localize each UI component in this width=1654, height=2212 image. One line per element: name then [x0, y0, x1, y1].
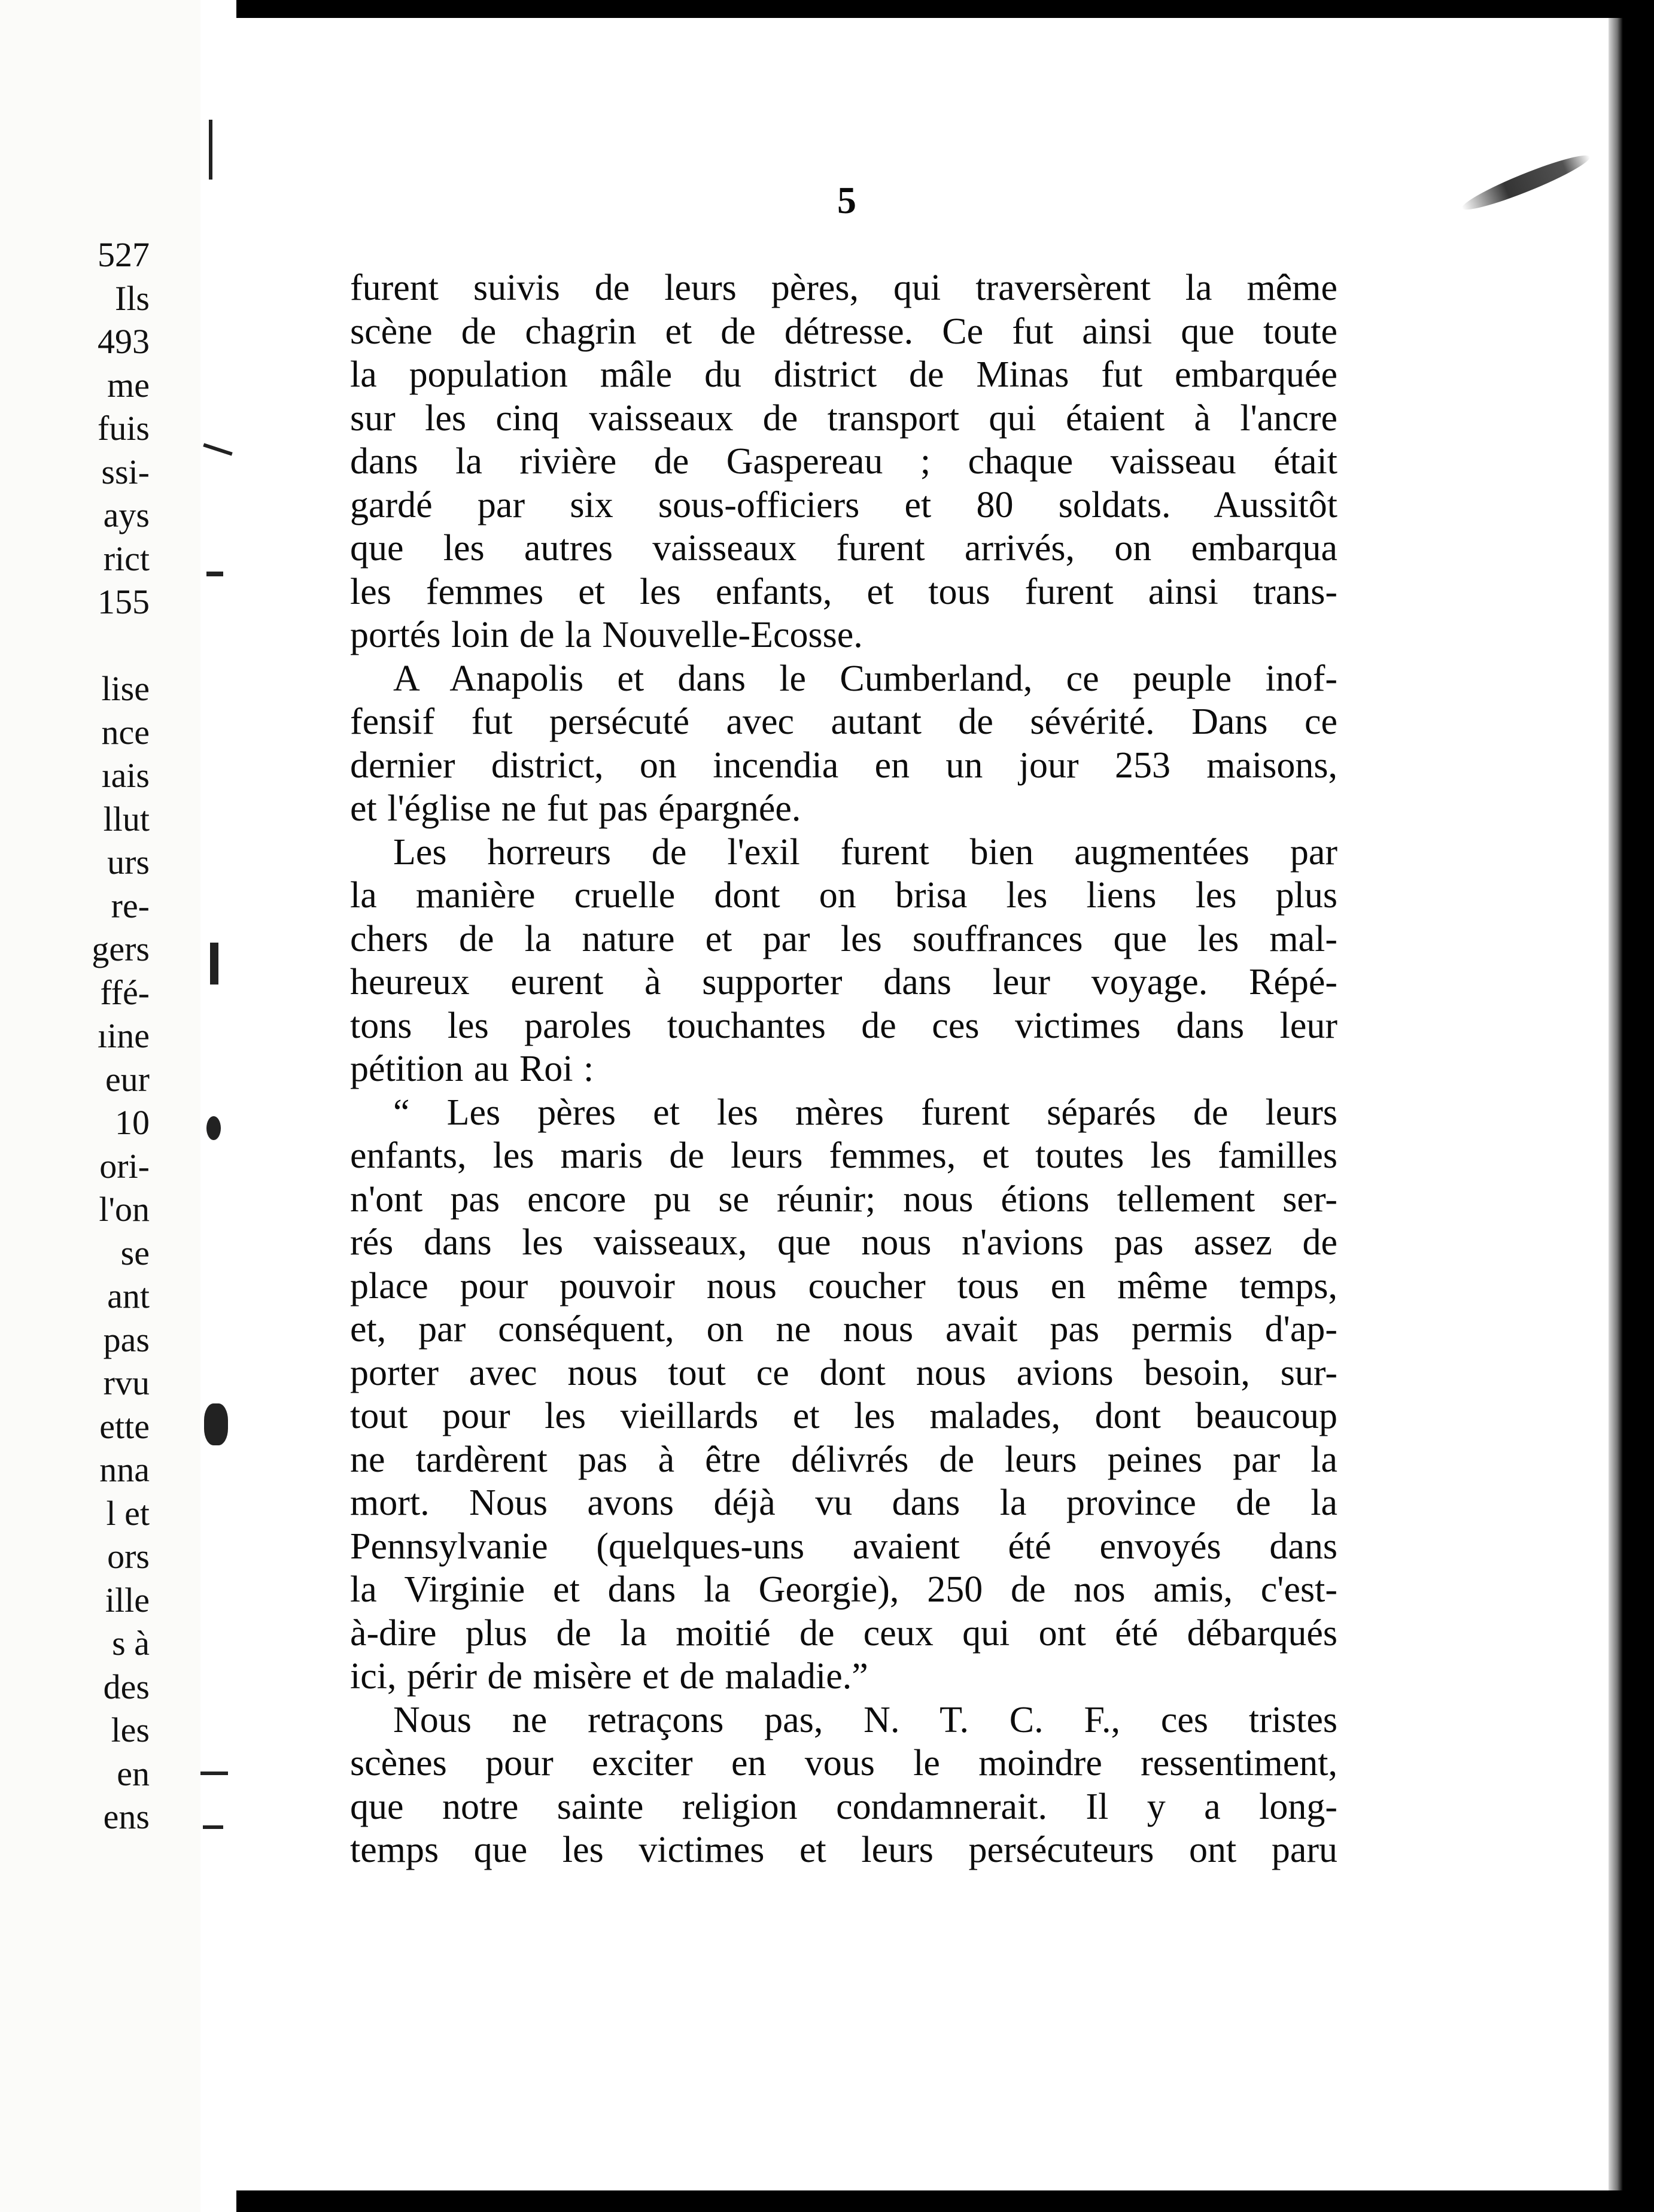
left-page-fragment: rict — [103, 539, 150, 578]
text-line: Pennsylvanie (quelques-uns avaient été envoyés dans — [350, 1526, 1337, 1567]
left-page-fragment: l'on — [99, 1190, 150, 1229]
left-page-fragment: ette — [99, 1406, 150, 1446]
left-page-fragment: 10 — [115, 1103, 150, 1142]
text-line: dernier district, on incendia en un jour 253 maisons, — [350, 745, 1337, 786]
text-line: la manière cruelle dont on brisa les liens les plus — [350, 875, 1337, 916]
left-page-fragment: Ils — [115, 278, 150, 318]
left-page-fragment: pas — [103, 1320, 150, 1359]
text-line: les femmes et les enfants, et tous furent ainsi trans- — [350, 571, 1337, 612]
text-line: furent suivis de leurs pères, qui traversèrent la même — [350, 268, 1337, 308]
page-gutter — [200, 0, 236, 2212]
gutter-mark — [203, 443, 232, 455]
gutter-mark — [206, 572, 223, 576]
text-line: gardé par six sous-officiers et 80 soldats. Aussitôt — [350, 484, 1337, 525]
left-page-fragment: ays — [103, 496, 150, 534]
left-page-fragment: urs — [107, 843, 150, 882]
text-line: temps que les victimes et leurs persécuteurs ont paru — [350, 1830, 1337, 1870]
left-page-fragment: les — [111, 1710, 150, 1749]
text-line: Nous ne retraçons pas, N. T. C. F., ces tristes — [393, 1699, 1337, 1740]
text-line: ne tardèrent pas à être délivrés de leurs peines par la — [350, 1439, 1337, 1480]
text-line: à-dire plus de la moitié de ceux qui ont été débarqués — [350, 1612, 1337, 1654]
left-page-fragment: llut — [103, 799, 150, 838]
text-line: A Anapolis et dans le Cumberland, ce peuple inof- — [393, 658, 1337, 699]
body-text — [350, 266, 1337, 1872]
left-page-fragment: des — [103, 1667, 150, 1706]
left-page-fragment: fuis — [98, 409, 150, 448]
gutter-mark — [200, 1772, 228, 1775]
text-line: enfants, les maris de leurs femmes, et toutes les familles — [350, 1135, 1337, 1176]
left-page-fragment: nce — [101, 712, 150, 752]
text-line: portés loin de la Nouvelle-Ecosse. — [350, 615, 863, 655]
paragraph — [350, 831, 1337, 1091]
left-page-fragment: ille — [105, 1580, 150, 1620]
paragraph — [350, 1091, 1337, 1698]
gutter-mark — [203, 1825, 223, 1829]
left-page-fragment: ors — [107, 1537, 150, 1576]
paragraph — [350, 1698, 1337, 1872]
text-line: dans la rivière de Gaspereau ; chaque vaisseau était — [350, 441, 1337, 482]
left-page-fragment: rvu — [103, 1363, 150, 1402]
text-line: Les horreurs de l'exil furent bien augmentées par — [393, 831, 1337, 873]
text-line: mort. Nous avons déjà vu dans la province de la — [350, 1482, 1337, 1523]
gutter-mark — [209, 120, 212, 180]
paragraph — [350, 266, 1337, 657]
page-edge-shadow — [1609, 18, 1623, 2190]
text-line: “ Les pères et les mères furent séparés de leurs — [393, 1092, 1337, 1133]
text-line: la population mâle du district de Minas fut embarquée — [350, 354, 1337, 395]
left-page-fragment: ens — [103, 1797, 150, 1836]
text-line: et, par conséquent, on ne nous avait pas permis d'ap- — [350, 1309, 1337, 1350]
left-page-fragment: re- — [111, 886, 150, 925]
gutter-mark — [206, 1116, 221, 1140]
left-page-fragment: me — [107, 365, 150, 405]
text-line: la Virginie et dans la Georgie), 250 de nos amis, c'est- — [350, 1569, 1337, 1610]
left-page-fragment: se — [120, 1233, 150, 1272]
facing-page-left — [0, 0, 200, 2212]
left-page-fragment: 155 — [98, 582, 150, 621]
text-line: chers de la nature et par les souffrances que les mal- — [350, 918, 1337, 959]
left-page-fragment: lise — [101, 669, 150, 708]
gutter-mark — [210, 943, 218, 985]
left-page-fragment: 493 — [98, 322, 150, 361]
text-line: porter avec nous tout ce dont nous avions besoin, sur- — [350, 1352, 1337, 1393]
left-page-fragment: ant — [107, 1277, 150, 1315]
text-line: n'ont pas encore pu se réunir; nous étions tellement ser- — [350, 1178, 1337, 1220]
text-line: tons les paroles touchantes de ces victimes dans leur — [350, 1005, 1337, 1046]
text-line: et l'église ne fut pas épargnée. — [350, 788, 801, 829]
left-page-fragment: nna — [99, 1450, 150, 1489]
text-line: sur les cinq vaisseaux de transport qui étaient à l'ancre — [350, 397, 1337, 439]
page-number: 5 — [837, 179, 856, 221]
text-line: tout pour les vieillards et les malades, dont beaucoup — [350, 1396, 1337, 1436]
text-line: place pour pouvoir nous coucher tous en même temps, — [350, 1265, 1337, 1306]
paragraph — [350, 657, 1337, 831]
text-line: scène de chagrin et de détresse. Ce fut ainsi que toute — [350, 311, 1337, 352]
left-page-fragment — [0, 624, 150, 668]
text-line: scènes pour exciter en vous le moindre ressentiment, — [350, 1743, 1337, 1783]
text-line: fensif fut persécuté avec autant de sévérité. Dans ce — [350, 701, 1337, 742]
left-page-fragment: ssi- — [101, 452, 150, 491]
text-line: que les autres vaisseaux furent arrivés, on embarqua — [350, 528, 1337, 569]
left-page-fragment: s à — [112, 1624, 150, 1663]
text-line: ici, périr de misère et de maladie.” — [350, 1656, 868, 1697]
left-page-fragment: ıais — [101, 756, 150, 795]
left-page-fragment: 527 — [98, 235, 150, 274]
text-line: heureux eurent à supporter dans leur voyage. Répé- — [350, 962, 1337, 1002]
left-page-cropped-text — [0, 233, 150, 1839]
left-page-fragment: en — [117, 1754, 150, 1793]
left-page-fragment: ori- — [99, 1146, 150, 1186]
text-line: rés dans les vaisseaux, que nous n'avions pas assez de — [350, 1222, 1337, 1263]
left-page-fragment: l et — [106, 1493, 150, 1533]
left-page-fragment: eur — [105, 1059, 150, 1099]
book-page-right — [236, 18, 1616, 2190]
ink-smudge — [1459, 148, 1593, 217]
left-page-fragment: ıine — [98, 1016, 150, 1055]
text-line: pétition au Roi : — [350, 1049, 594, 1089]
left-page-fragment: gers — [92, 929, 150, 968]
text-line: que notre sainte religion condamnerait. Il y a long- — [350, 1786, 1337, 1827]
gutter-mark — [204, 1403, 228, 1445]
left-page-fragment: ffé- — [100, 973, 150, 1012]
